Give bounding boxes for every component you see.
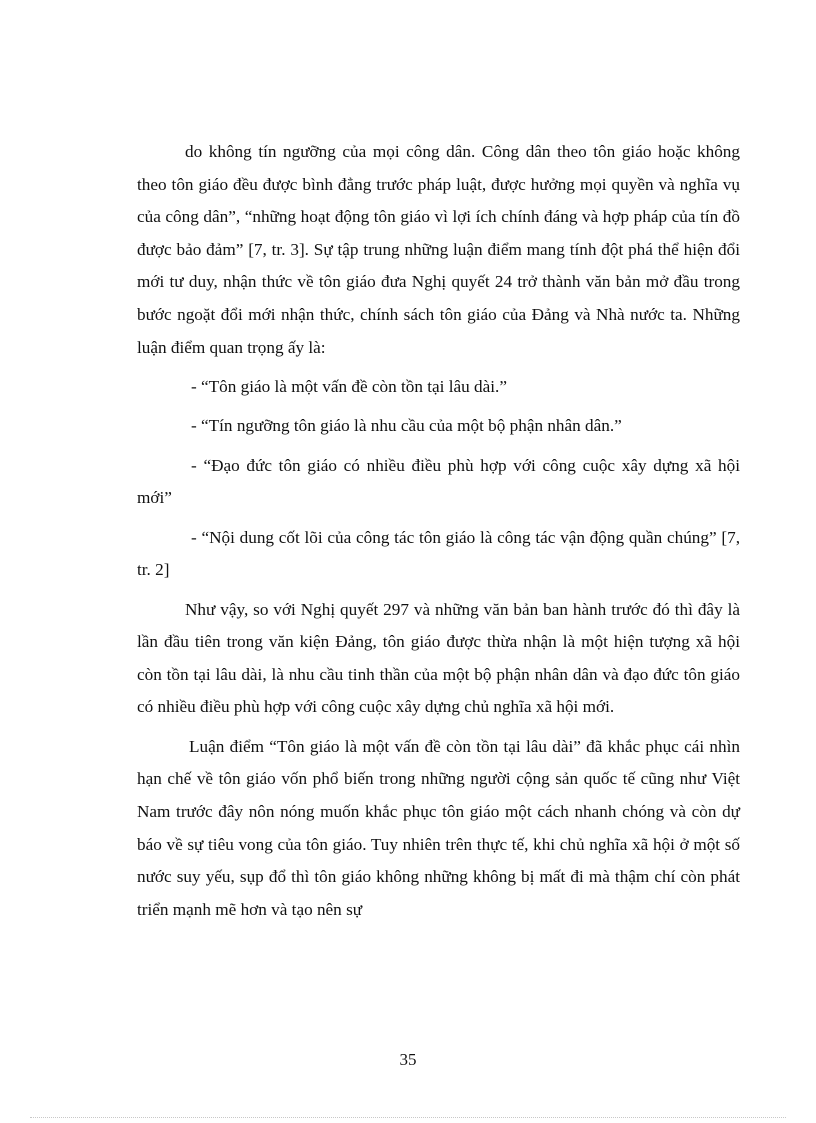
- page-number: 35: [399, 1050, 417, 1069]
- quote-item-4: - “Nội dung cốt lõi của công tác tôn giáo là công tác vận động quần chúng” [7, tr. 2]: [137, 527, 740, 580]
- quote-item-2: - “Tín ngưỡng tôn giáo là nhu cầu của một bộ phận nhân dân.”: [191, 416, 622, 436]
- body-text: [137, 136, 740, 933]
- quote-item-1: - “Tôn giáo là một vấn đề còn tồn tại lâu dài.”: [191, 376, 507, 396]
- paragraph-nhu-vay: Như vậy, so với Nghị quyết 297 và những văn bản ban hành trước đó thì đây là lần đầu tiên trong văn kiện Đảng, tôn giáo được thừa nhận là một hiện tượng xã hội còn tồn tại lâu dài, là nhu cầu tinh thần của một bộ phận nhân dân và đạo đức tôn giáo có nhiều điều phù hợp với công cuộc xây dựng chủ nghĩa xã hội mới.: [137, 599, 740, 717]
- quote-item-3: - “Đạo đức tôn giáo có nhiều điều phù hợp với công cuộc xây dựng xã hội mới”: [137, 455, 740, 508]
- page-bottom-divider: [30, 1117, 786, 1118]
- paragraph-continuation: do không tín ngưỡng của mọi công dân. Công dân theo tôn giáo hoặc không theo tôn giáo đều được bình đẳng trước pháp luật, được hưởng mọi quyền và nghĩa vụ của công dân”, “những hoạt động tôn giáo vì lợi ích chính đáng và hợp pháp của tín đồ được bảo đảm” [7, tr. 3]. Sự tập trung những luận điểm mang tính đột phá thể hiện đổi mới tư duy, nhận thức về tôn giáo đưa Nghị quyết 24 trở thành văn bản mở đầu trong bước ngoặt đổi mới nhận thức, chính sách tôn giáo của Đảng và Nhà nước ta. Những luận điểm quan trọng ấy là:: [137, 142, 740, 357]
- paragraph-luan-diem: Luận điểm “Tôn giáo là một vấn đề còn tồn tại lâu dài” đã khắc phục cái nhìn hạn chế về tôn giáo vốn phổ biến trong những người cộng sản quốc tế cũng như Việt Nam trước đây nôn nóng muốn khắc phục tôn giáo một cách nhanh chóng và còn dự báo về sự tiêu vong của tôn giáo. Tuy nhiên trên thực tế, khi chủ nghĩa xã hội ở một số nước suy yếu, sụp đổ thì tôn giáo không những không bị mất đi mà thậm chí còn phát triển mạnh mẽ hơn và tạo nên sự: [137, 736, 740, 919]
